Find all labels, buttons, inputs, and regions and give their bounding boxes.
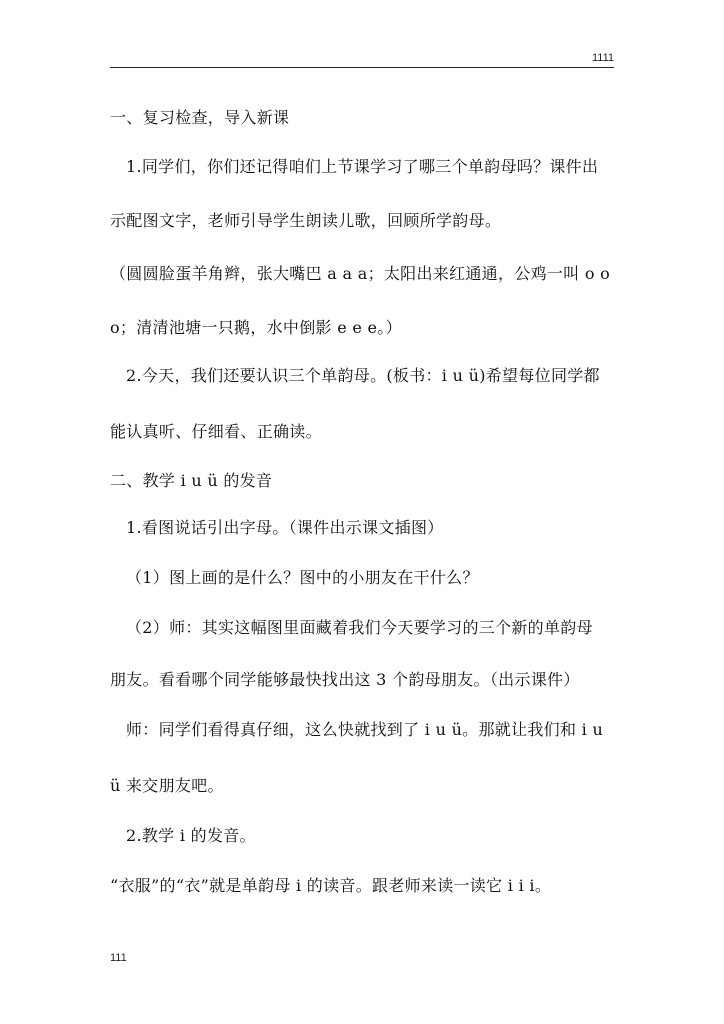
- paragraph-line: 2.今天，我们还要认识三个单韵母。(板书：i u ü)希望每位同学都: [126, 366, 600, 385]
- paragraph-line: 2.教学 i 的发音。: [126, 826, 256, 845]
- paragraph-line: 示配图文字，老师引导学生朗读儿歌，回顾所学韵母。: [110, 211, 502, 230]
- paragraph-line: （2）师：其实这幅图里面藏着我们今天要学习的三个新的单韵母: [126, 618, 593, 637]
- paragraph-line: 1.看图说话引出字母。（课件出示课文插图）: [126, 518, 444, 537]
- section-heading-teaching: 二、教学 i u ü 的发音: [110, 471, 273, 490]
- paragraph-line: 朋友。看看哪个同学能够最快找出这 3 个韵母朋友。（出示课件）: [110, 670, 580, 689]
- header-divider: [110, 67, 614, 68]
- paragraph-line: o；清清池塘一只鹅，水中倒影 e e e。）: [110, 318, 402, 337]
- paragraph-line: 1.同学们，你们还记得咱们上节课学习了哪三个单韵母吗？课件出: [126, 157, 599, 176]
- section-heading-review: 一、复习检查，导入新课: [110, 108, 290, 127]
- paragraph-line: 能认真听、仔细看、正确读。: [110, 422, 322, 441]
- paragraph-line: （圆圆脸蛋羊角辫，张大嘴巴 a a a；太阳出来红通通，公鸡一叫 o o: [110, 264, 611, 283]
- header-page-number: 1111: [591, 52, 614, 64]
- footer-page-number: 111: [110, 952, 127, 964]
- paragraph-line: （1）图上画的是什么？图中的小朋友在干什么？: [126, 568, 479, 587]
- paragraph-line: “衣服”的“衣”就是单韵母 i 的读音。跟老师来读一读它 i i i。: [110, 876, 552, 895]
- paragraph-line: ü 来交朋友吧。: [110, 776, 224, 795]
- paragraph-line: 师：同学们看得真仔细，这么快就找到了 i u ü。那就让我们和 i u: [126, 720, 604, 739]
